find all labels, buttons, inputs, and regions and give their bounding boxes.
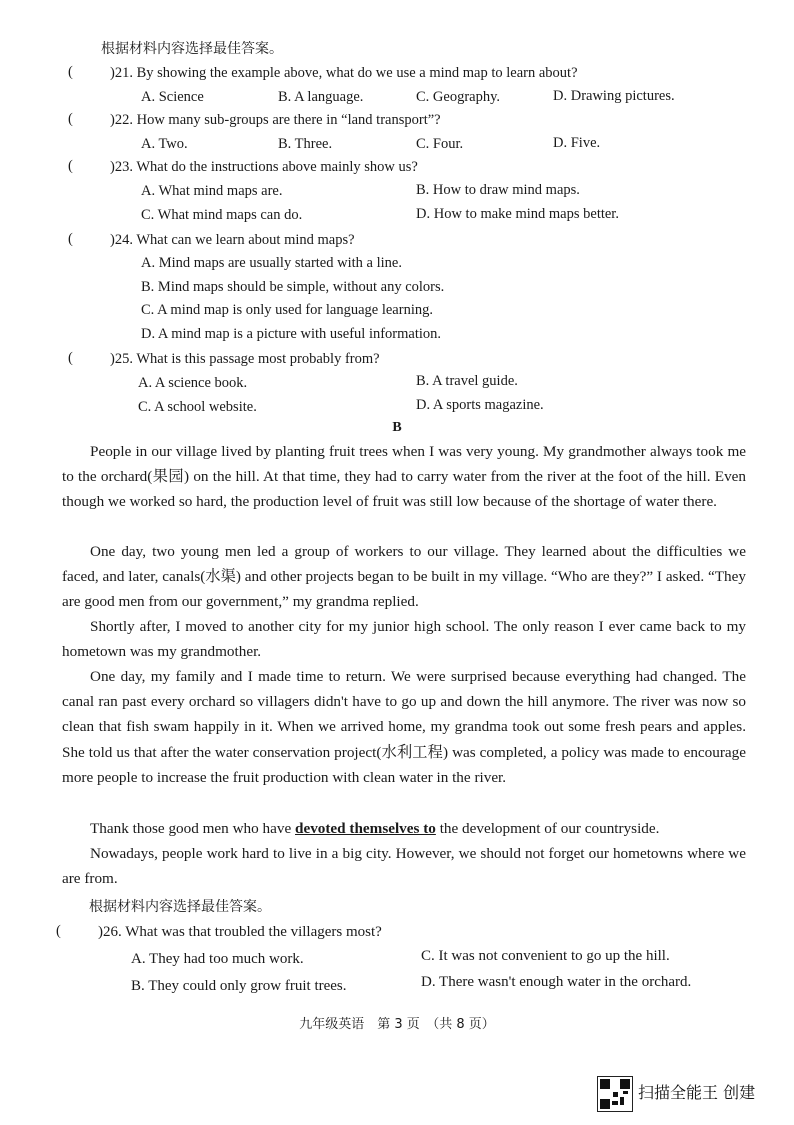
option-a: A. Two. <box>141 136 188 152</box>
option-b: B. A travel guide. <box>416 373 518 389</box>
question-text: What was that troubled the villagers most? <box>125 924 382 940</box>
instruction-2: 根据材料内容选择最佳答案。 <box>89 899 271 915</box>
answer-bracket: ( <box>68 158 73 174</box>
option-a: A. What mind maps are. <box>141 183 283 199</box>
question-stem <box>98 923 382 941</box>
question-stem <box>110 231 355 249</box>
underlined-phrase: devoted themselves to <box>295 820 436 837</box>
question-number: )22. <box>110 112 133 128</box>
passage-paragraph-4: One day, my family and I made time to return. We were surprised because everything had changed. The canal ran past every orchard so villagers didn't have to go up and down the hill anymore. The river was now so clean that fish swam happily in it. When we arrived home, my grandma took out some fresh pears and apples. She told us that after the water conservation project(水利工程) was completed, a policy was made to encourage more people to increase the fruit production with clean water in the river. <box>62 668 746 786</box>
answer-bracket: ( <box>56 923 61 939</box>
option-c: C. It was not convenient to go up the hill. <box>421 948 670 964</box>
option-b: B. Mind maps should be simple, without any colors. <box>141 279 445 295</box>
answer-bracket: ( <box>68 350 73 366</box>
option-d: D. Drawing pictures. <box>553 88 675 104</box>
question-number: )23. <box>110 159 133 175</box>
option-b: B. How to draw mind maps. <box>416 182 580 198</box>
instruction-1: 根据材料内容选择最佳答案。 <box>101 41 283 57</box>
passage-paragraph-2: One day, two young men led a group of workers to our village. They learned about the difficulties we faced, and later, canals(水渠) and other projects began to be built in my village. “Who are they?” I asked. “They are good men from our government,” my grandma replied. <box>62 543 746 611</box>
passage-paragraph-6: Nowadays, people work hard to live in a big city. However, we should not forget our hometowns where we are from. <box>62 845 746 888</box>
option-d: D. There wasn't enough water in the orchard. <box>421 974 692 990</box>
question-text: What can we learn about mind maps? <box>136 232 355 248</box>
question-number: )26. <box>98 924 122 940</box>
question-stem <box>110 111 441 129</box>
option-d: D. Five. <box>553 135 601 151</box>
option-a: A. Mind maps are usually started with a line. <box>141 255 402 271</box>
question-stem <box>110 158 418 176</box>
answer-bracket: ( <box>68 64 73 80</box>
option-c: C. Geography. <box>416 89 501 105</box>
question-text: By showing the example above, what do we use a mind map to learn about? <box>136 65 578 81</box>
page-footer: 九年级英语 第 3 页 （共 8 页） <box>299 1017 495 1032</box>
option-c: C. Four. <box>416 136 464 152</box>
question-stem <box>110 350 380 368</box>
text: the development of our countryside. <box>435 820 660 837</box>
answer-bracket: ( <box>68 231 73 247</box>
option-c: C. What mind maps can do. <box>141 207 303 223</box>
section-heading: B <box>392 420 402 435</box>
question-number: )25. <box>110 351 133 367</box>
question-number: )24. <box>110 232 133 248</box>
option-d: D. A mind map is a picture with useful information. <box>141 326 442 342</box>
question-text: How many sub-groups are there in “land transport”? <box>136 112 441 128</box>
answer-bracket: ( <box>68 111 73 127</box>
option-b: B. Three. <box>278 136 333 152</box>
passage-paragraph-3: Shortly after, I moved to another city for my junior high school. The only reason I ever came back to my hometown was my grandmother. <box>62 618 746 661</box>
option-d: D. A sports magazine. <box>416 397 544 413</box>
option-c: C. A school website. <box>138 399 257 415</box>
passage-paragraph-1: People in our village lived by planting fruit trees when I was very young. My grandmother always took me to the orchard(果园) on the hill. At that time, they had to carry water from the river at the foot of the hill. Even though we worked so hard, the production level of fruit was still low because of the shortage of water there. <box>62 443 746 511</box>
question-number: )21. <box>110 65 133 81</box>
question-stem <box>110 64 578 82</box>
question-text: What is this passage most probably from? <box>136 351 380 367</box>
scanner-watermark: 扫描全能王 创建 <box>638 1083 756 1102</box>
option-c: C. A mind map is only used for language learning. <box>141 302 433 318</box>
option-d: D. How to make mind maps better. <box>416 206 619 222</box>
option-b: B. A language. <box>278 89 364 105</box>
option-a: A. They had too much work. <box>131 951 304 967</box>
question-text: What do the instructions above mainly show us? <box>136 159 418 175</box>
text: Thank those good men who have <box>90 820 295 837</box>
passage-paragraph-5 <box>62 816 746 841</box>
option-b: B. They could only grow fruit trees. <box>131 978 347 994</box>
option-a: A. A science book. <box>138 375 248 391</box>
qr-code-icon <box>597 1076 633 1112</box>
option-a: A. Science <box>141 89 204 105</box>
